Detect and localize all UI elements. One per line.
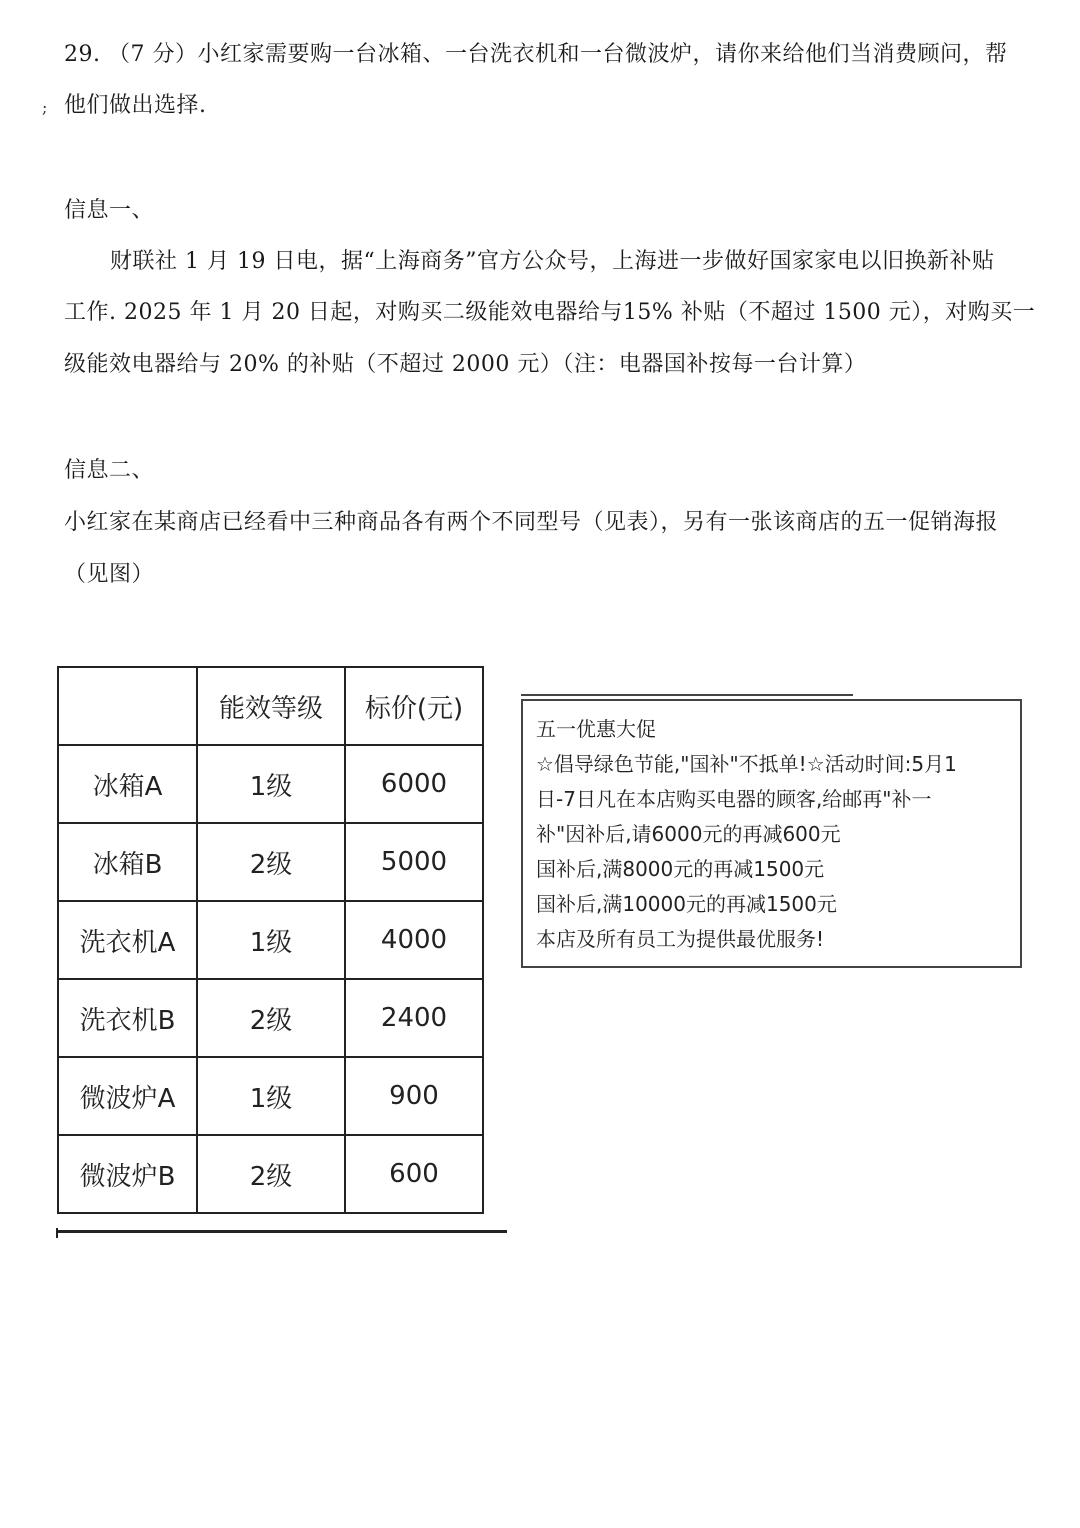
- efficiency-grade-cell: 2级: [197, 823, 345, 901]
- price-cell: 900: [345, 1057, 483, 1135]
- info2-heading: 信息二、: [64, 458, 155, 483]
- product-table: [57, 666, 484, 1214]
- efficiency-grade-cell: 1级: [197, 901, 345, 979]
- table-header-cell: [58, 667, 197, 745]
- product-name-cell: 微波炉B: [58, 1135, 197, 1213]
- poster-line: 国补后,满10000元的再减1500元: [536, 892, 837, 916]
- info1-line-1: 财联社 1 月 19 日电，据“上海商务”官方公众号，上海进一步做好国家家电以旧换新补贴: [110, 249, 995, 274]
- table-row: [58, 745, 483, 823]
- poster-line: 补"因补后,请6000元的再减600元: [536, 822, 841, 846]
- poster-line: 本店及所有员工为提供最优服务!: [536, 927, 825, 951]
- price-cell: 2400: [345, 979, 483, 1057]
- info2-line-1: 小红家在某商店已经看中三种商品各有两个不同型号（见表），另有一张该商店的五一促销海报: [64, 510, 999, 535]
- poster-line: 日-7日凡在本店购买电器的顾客,给邮再"补一: [536, 787, 932, 811]
- product-name-cell: 微波炉A: [58, 1057, 197, 1135]
- info2-line-2: （见图）: [64, 562, 155, 587]
- efficiency-grade-cell: 2级: [197, 1135, 345, 1213]
- efficiency-grade-cell: 2级: [197, 979, 345, 1057]
- table-row: [58, 979, 483, 1057]
- question-line-2: 他们做出选择.: [64, 93, 207, 118]
- efficiency-grade-cell: 1级: [197, 745, 345, 823]
- info1-line-2: 工作. 2025 年 1 月 20 日起，对购买二级能效电器给与15% 补贴（不超过 1500 元），对购买一: [64, 300, 1036, 325]
- poster-line: ☆倡导绿色节能,"国补"不抵单!☆活动时间:5月1: [536, 752, 957, 776]
- price-cell: 600: [345, 1135, 483, 1213]
- product-name-cell: 洗衣机B: [58, 979, 197, 1057]
- table-header-cell: 能效等级: [197, 667, 345, 745]
- poster-line: 国补后,满8000元的再减1500元: [536, 857, 825, 881]
- table-row: [58, 823, 483, 901]
- table-row: [58, 1057, 483, 1135]
- product-name-cell: 冰箱B: [58, 823, 197, 901]
- table-row: [58, 1135, 483, 1213]
- table-header-cell: 标价(元): [345, 667, 483, 745]
- poster-title: 五一优惠大促: [536, 717, 656, 741]
- table-bottom-rule: [57, 1230, 507, 1233]
- table-row: [58, 901, 483, 979]
- product-name-cell: 冰箱A: [58, 745, 197, 823]
- poster-top-rule: [521, 694, 853, 696]
- table-header-row: [58, 667, 483, 745]
- promotion-poster: [521, 699, 1022, 968]
- table-left-rule-tick: [56, 1228, 58, 1238]
- info1-line-3: 级能效电器给与 20% 的补贴（不超过 2000 元）（注：电器国补按每一台计算）: [64, 352, 867, 377]
- price-cell: 5000: [345, 823, 483, 901]
- question-line-1: 29. （7 分）小红家需要购一台冰箱、一台洗衣机和一台微波炉，请你来给他们当消费顾问，帮: [64, 42, 1008, 67]
- product-name-cell: 洗衣机A: [58, 901, 197, 979]
- price-cell: 6000: [345, 745, 483, 823]
- efficiency-grade-cell: 1级: [197, 1057, 345, 1135]
- stray-mark: ;: [42, 98, 48, 117]
- info1-heading: 信息一、: [64, 198, 155, 223]
- price-cell: 4000: [345, 901, 483, 979]
